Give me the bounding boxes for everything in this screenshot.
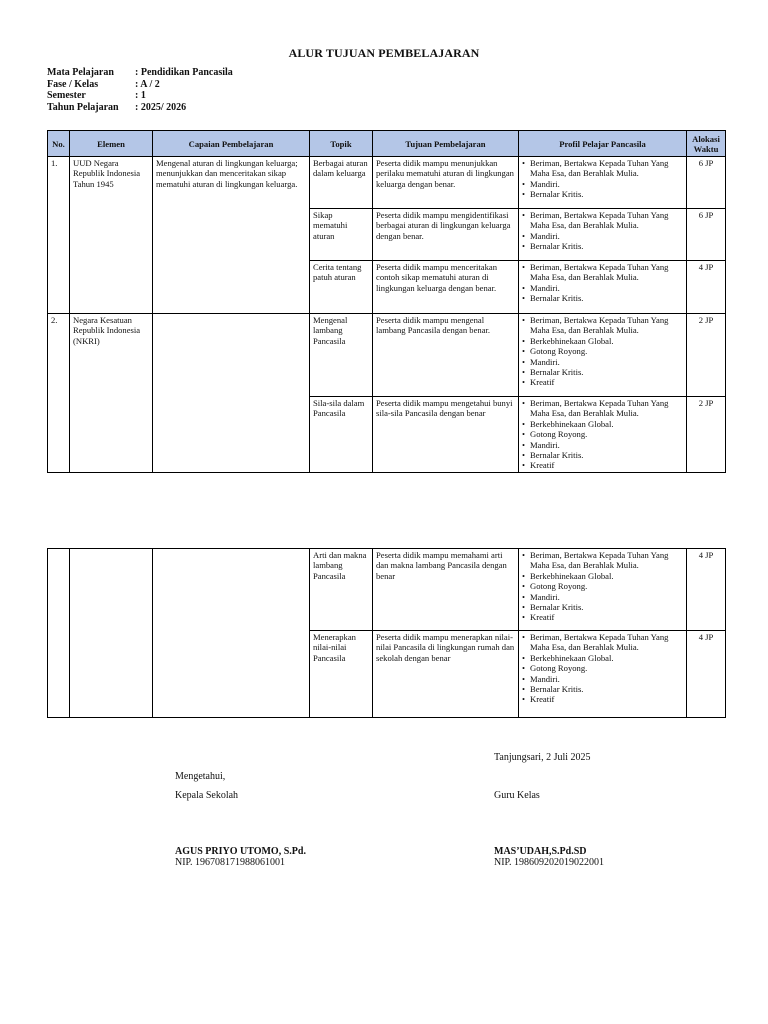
- signature-left-name: AGUS PRIYO UTOMO, S.Pd.: [175, 846, 306, 857]
- document-title: ALUR TUJUAN PEMBELAJARAN: [288, 46, 480, 60]
- header-capaian: Capaian Pembelajaran: [153, 131, 310, 157]
- cell-no: [48, 549, 70, 718]
- signature-left-intro: Mengetahui,: [175, 771, 226, 782]
- profil-item: • Berkebhinekaan Global.: [522, 336, 683, 346]
- meta-value: : 1: [135, 90, 146, 101]
- profil-list: [522, 550, 683, 623]
- header-no: No.: [48, 131, 70, 157]
- profil-item: • Mandiri.: [522, 674, 683, 684]
- cell-topik: Berbagai aturan dalam keluarga: [310, 157, 373, 209]
- profil-list: [522, 210, 683, 252]
- profil-item: • Kreatif: [522, 460, 683, 470]
- profil-item: • Bernalar Kritis.: [522, 450, 683, 460]
- document-meta: [47, 67, 233, 113]
- header-profil: Profil Pelajar Pancasila: [519, 131, 687, 157]
- signature-left-nip: NIP. 196708171988061001: [175, 857, 286, 868]
- cell-tujuan: Peserta didik mampu menunjukkan perilaku mematuhi aturan di lingkungan keluarga dengan benar.: [373, 157, 519, 209]
- profil-list: [522, 262, 683, 304]
- cell-capaian: Mengenal aturan di lingkungan keluarga; menunjukkan dan menceritakan sikap mematuhi aturan di lingkungan keluarga.: [153, 157, 310, 314]
- cell-capaian: [153, 549, 310, 718]
- profil-item: • Bernalar Kritis.: [522, 684, 683, 694]
- profil-item: • Berkebhinekaan Global.: [522, 653, 683, 663]
- cell-no: 1.: [48, 157, 70, 314]
- profil-item: • Mandiri.: [522, 592, 683, 602]
- meta-label: Semester: [47, 90, 86, 101]
- cell-profil: [519, 261, 687, 314]
- cell-profil: [519, 314, 687, 397]
- cell-tujuan: Peserta didik mampu memahami arti dan makna lambang Pancasila dengan benar: [373, 549, 519, 631]
- profil-item: • Mandiri.: [522, 440, 683, 450]
- cell-topik: Cerita tentang patuh aturan: [310, 261, 373, 314]
- meta-value: : Pendidikan Pancasila: [135, 67, 233, 78]
- profil-item: • Beriman, Bertakwa Kepada Tuhan Yang Maha Esa, dan Berahlak Mulia.: [522, 158, 683, 179]
- cell-no: 2.: [48, 314, 70, 473]
- header-tujuan: Tujuan Pembelajaran: [373, 131, 519, 157]
- cell-alokasi: 6 JP: [687, 157, 726, 209]
- profil-item: • Bernalar Kritis.: [522, 602, 683, 612]
- profil-item: • Gotong Royong.: [522, 581, 683, 591]
- header-elemen: Elemen: [70, 131, 153, 157]
- profil-list: [522, 158, 683, 200]
- profil-item: • Beriman, Bertakwa Kepada Tuhan Yang Maha Esa, dan Berahlak Mulia.: [522, 550, 683, 571]
- profil-item: • Beriman, Bertakwa Kepada Tuhan Yang Maha Esa, dan Berahlak Mulia.: [522, 262, 683, 283]
- table-row: [48, 549, 726, 631]
- signature-right-block: [494, 846, 604, 868]
- profil-item: • Bernalar Kritis.: [522, 293, 683, 303]
- cell-elemen: UUD Negara Republik Indonesia Tahun 1945: [70, 157, 153, 314]
- profil-item: • Beriman, Bertakwa Kepada Tuhan Yang Maha Esa, dan Berahlak Mulia.: [522, 632, 683, 653]
- cell-alokasi: 4 JP: [687, 549, 726, 631]
- header-topik: Topik: [310, 131, 373, 157]
- meta-row-semester: [47, 90, 233, 102]
- profil-item: • Mandiri.: [522, 231, 683, 241]
- meta-value: : 2025/ 2026: [135, 101, 187, 113]
- cell-topik: Menerapkan nilai-nilai Pancasila: [310, 631, 373, 718]
- cell-alokasi: 4 JP: [687, 631, 726, 718]
- profil-item: • Bernalar Kritis.: [522, 367, 683, 377]
- signature-left-block: [175, 846, 306, 868]
- cell-alokasi: 2 JP: [687, 397, 726, 473]
- table-row: [48, 157, 726, 209]
- profil-item: • Gotong Royong.: [522, 663, 683, 673]
- cell-topik: Sikap mematuhi aturan: [310, 209, 373, 261]
- profil-item: • Beriman, Bertakwa Kepada Tuhan Yang Maha Esa, dan Berahlak Mulia.: [522, 315, 683, 336]
- cell-profil: [519, 397, 687, 473]
- profil-list: [522, 632, 683, 705]
- profil-item: • Bernalar Kritis.: [522, 241, 683, 251]
- table-row: [48, 314, 726, 397]
- meta-label: Fase / Kelas: [47, 78, 99, 90]
- profil-list: [522, 398, 683, 471]
- profil-item: • Gotong Royong.: [522, 346, 683, 356]
- meta-row-year: [47, 102, 233, 114]
- profil-item: • Beriman, Bertakwa Kepada Tuhan Yang Maha Esa, dan Berahlak Mulia.: [522, 210, 683, 231]
- profil-item: • Gotong Royong.: [522, 429, 683, 439]
- cell-elemen: Negara Kesatuan Republik Indonesia (NKRI): [70, 314, 153, 473]
- meta-label: Tahun Pelajaran: [47, 101, 119, 113]
- cell-profil: [519, 549, 687, 631]
- cell-capaian: [153, 314, 310, 473]
- cell-topik: Mengenal lambang Pancasila: [310, 314, 373, 397]
- cell-tujuan: Peserta didik mampu menceritakan contoh sikap mematuhi aturan di lingkungan keluarga dengan benar.: [373, 261, 519, 314]
- meta-row-subject: [47, 67, 233, 79]
- profil-item: • Berkebhinekaan Global.: [522, 571, 683, 581]
- cell-profil: [519, 209, 687, 261]
- cell-alokasi: 4 JP: [687, 261, 726, 314]
- cell-topik: Sila-sila dalam Pancasila: [310, 397, 373, 473]
- profil-item: • Mandiri.: [522, 283, 683, 293]
- profil-item: • Kreatif: [522, 612, 683, 622]
- cell-tujuan: Peserta didik mampu mengenal lambang Pancasila dengan benar.: [373, 314, 519, 397]
- profil-item: • Kreatif: [522, 377, 683, 387]
- signature-left-role: Kepala Sekolah: [175, 790, 239, 801]
- profil-item: • Berkebhinekaan Global.: [522, 419, 683, 429]
- cell-profil: [519, 631, 687, 718]
- profil-item: • Bernalar Kritis.: [522, 189, 683, 199]
- profil-item: • Mandiri.: [522, 357, 683, 367]
- cell-elemen: [70, 549, 153, 718]
- profil-item: • Beriman, Bertakwa Kepada Tuhan Yang Maha Esa, dan Berahlak Mulia.: [522, 398, 683, 419]
- atp-table: [47, 130, 726, 473]
- cell-tujuan: Peserta didik mampu menerapkan nilai-nilai Pancasila di lingkungan rumah dan sekolah dengan benar: [373, 631, 519, 718]
- signature-right-role: Guru Kelas: [494, 790, 540, 801]
- table-header-row: [48, 131, 726, 157]
- header-alokasi: Alokasi Waktu: [687, 131, 726, 157]
- signature-right-nip: NIP. 198609202019022001: [494, 857, 605, 868]
- profil-item: • Mandiri.: [522, 179, 683, 189]
- meta-row-phase: [47, 79, 233, 91]
- cell-alokasi: 6 JP: [687, 209, 726, 261]
- meta-label: Mata Pelajaran: [47, 67, 114, 78]
- cell-alokasi: 2 JP: [687, 314, 726, 397]
- cell-profil: [519, 157, 687, 209]
- profil-item: • Kreatif: [522, 694, 683, 704]
- place-date: Tanjungsari, 2 Juli 2025: [494, 752, 591, 763]
- profil-list: [522, 315, 683, 388]
- meta-value: : A / 2: [135, 78, 160, 90]
- cell-tujuan: Peserta didik mampu mengidentifikasi berbagai aturan di lingkungan keluarga dengan benar.: [373, 209, 519, 261]
- cell-tujuan: Peserta didik mampu mengetahui bunyi sila-sila Pancasila dengan benar: [373, 397, 519, 473]
- signature-right-name: MAS’UDAH,S.Pd.SD: [494, 846, 587, 857]
- atp-table-continued: [47, 548, 726, 718]
- cell-topik: Arti dan makna lambang Pancasila: [310, 549, 373, 631]
